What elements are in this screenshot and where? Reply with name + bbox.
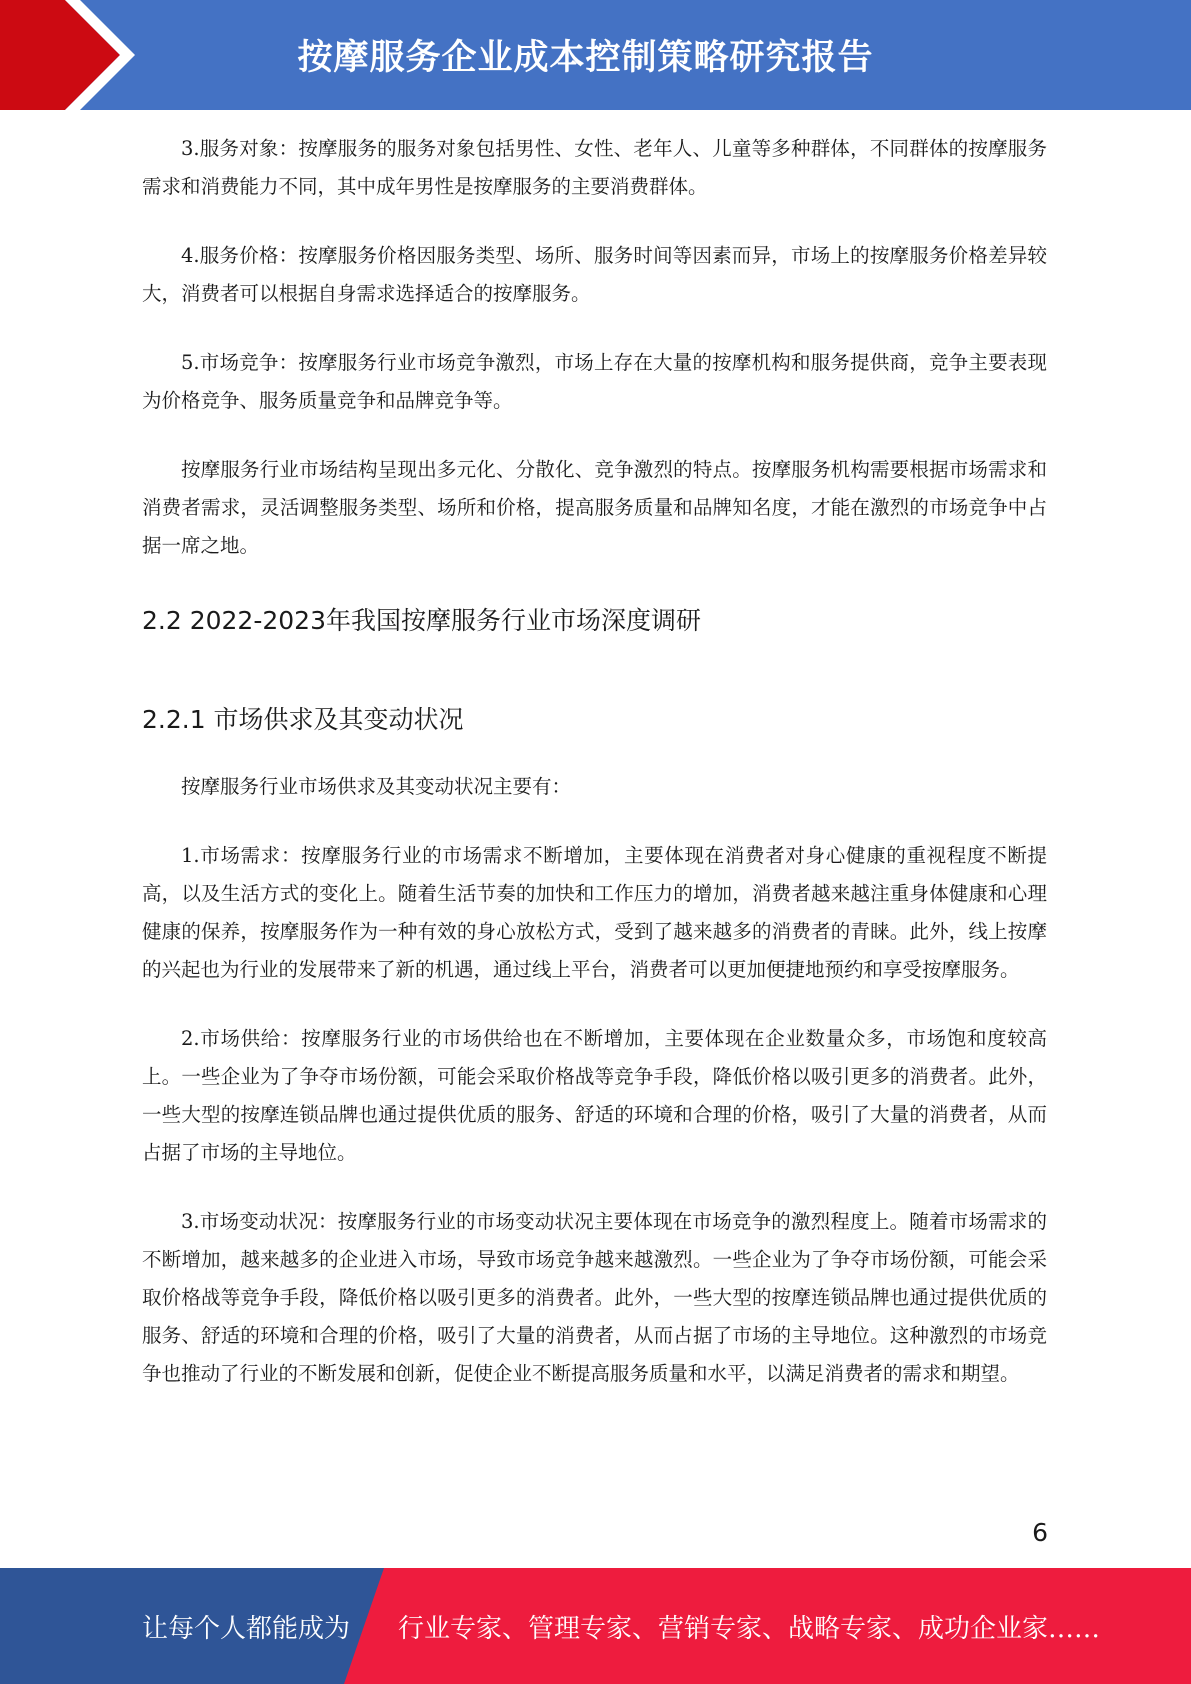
header-arrow-decoration xyxy=(0,0,150,110)
footer-slogan-left: 让每个人都能成为 xyxy=(142,1613,351,1644)
paragraph-intro: 按摩服务行业市场供求及其变动状况主要有： xyxy=(181,775,572,798)
paragraph-market-changes: 3.市场变动状况：按摩服务行业的市场变动状况主要体现在市场竞争的激烈程度上。随着市场需求的不断增加，越来越多的企业进入市场，导致市场竞争越来越激烈。一些企业为了争夺市场份额，可能会采取价格战等竞争手段，降低价格以吸引更多的消费者。此外，一些大型的按摩连锁品牌也通过提供优质的服务、舒适的环境和合理的价格，吸引了大量的消费者，从而占据了市场的主导地位。这种激烈的市场竞争也推动了行业的不断发展和创新，促使企业不断提高服务质量和水平，以满足消费者的需求和期望。 xyxy=(142,1210,1047,1385)
report-title: 按摩服务企业成本控制策略研究报告 xyxy=(297,38,874,78)
paragraph-market-supply: 2.市场供给：按摩服务行业的市场供给也在不断增加，主要体现在企业数量众多，市场饱和度较高上。一些企业为了争夺市场份额，可能会采取价格战等竞争手段，降低价格以吸引更多的消费者。此外，一些大型的按摩连锁品牌也通过提供优质的服务、舒适的环境和合理的价格，吸引了大量的消费者，从而占据了市场的主导地位。 xyxy=(142,1027,1047,1164)
paragraph-market-competition: 5.市场竞争：按摩服务行业市场竞争激烈，市场上存在大量的按摩机构和服务提供商，竞争主要表现为价格竞争、服务质量竞争和品牌竞争等。 xyxy=(142,351,1047,412)
paragraph-market-structure: 按摩服务行业市场结构呈现出多元化、分散化、竞争激烈的特点。按摩服务机构需要根据市场需求和消费者需求，灵活调整服务类型、场所和价格，提高服务质量和品牌知名度，才能在激烈的市场竞争中占据一席之地。 xyxy=(142,458,1047,557)
section-heading-2-2-1: 2.2.1 市场供求及其变动状况 xyxy=(142,705,464,734)
page-footer xyxy=(0,1568,1191,1684)
section-heading-2-2: 2.2 2022-2023年我国按摩服务行业市场深度调研 xyxy=(142,606,701,635)
paragraph-market-demand: 1.市场需求：按摩服务行业的市场需求不断增加，主要体现在消费者对身心健康的重视程度不断提高，以及生活方式的变化上。随着生活节奏的加快和工作压力的增加，消费者越来越注重身体健康和心理健康的保养，按摩服务作为一种有效的身心放松方式，受到了越来越多的消费者的青睐。此外，线上按摩的兴起也为行业的发展带来了新的机遇，通过线上平台，消费者可以更加便捷地预约和享受按摩服务。 xyxy=(142,844,1047,981)
page-content xyxy=(142,130,1047,1393)
page-header xyxy=(0,0,1191,110)
footer-slogan-right: 行业专家、管理专家、营销专家、战略专家、成功企业家…… xyxy=(398,1613,1101,1644)
paragraph-service-price: 4.服务价格：按摩服务价格因服务类型、场所、服务时间等因素而异，市场上的按摩服务价格差异较大，消费者可以根据自身需求选择适合的按摩服务。 xyxy=(142,244,1047,305)
paragraph-service-target: 3.服务对象：按摩服务的服务对象包括男性、女性、老年人、儿童等多种群体，不同群体的按摩服务需求和消费能力不同，其中成年男性是按摩服务的主要消费群体。 xyxy=(142,137,1047,198)
page-number: 6 xyxy=(1032,1518,1048,1547)
